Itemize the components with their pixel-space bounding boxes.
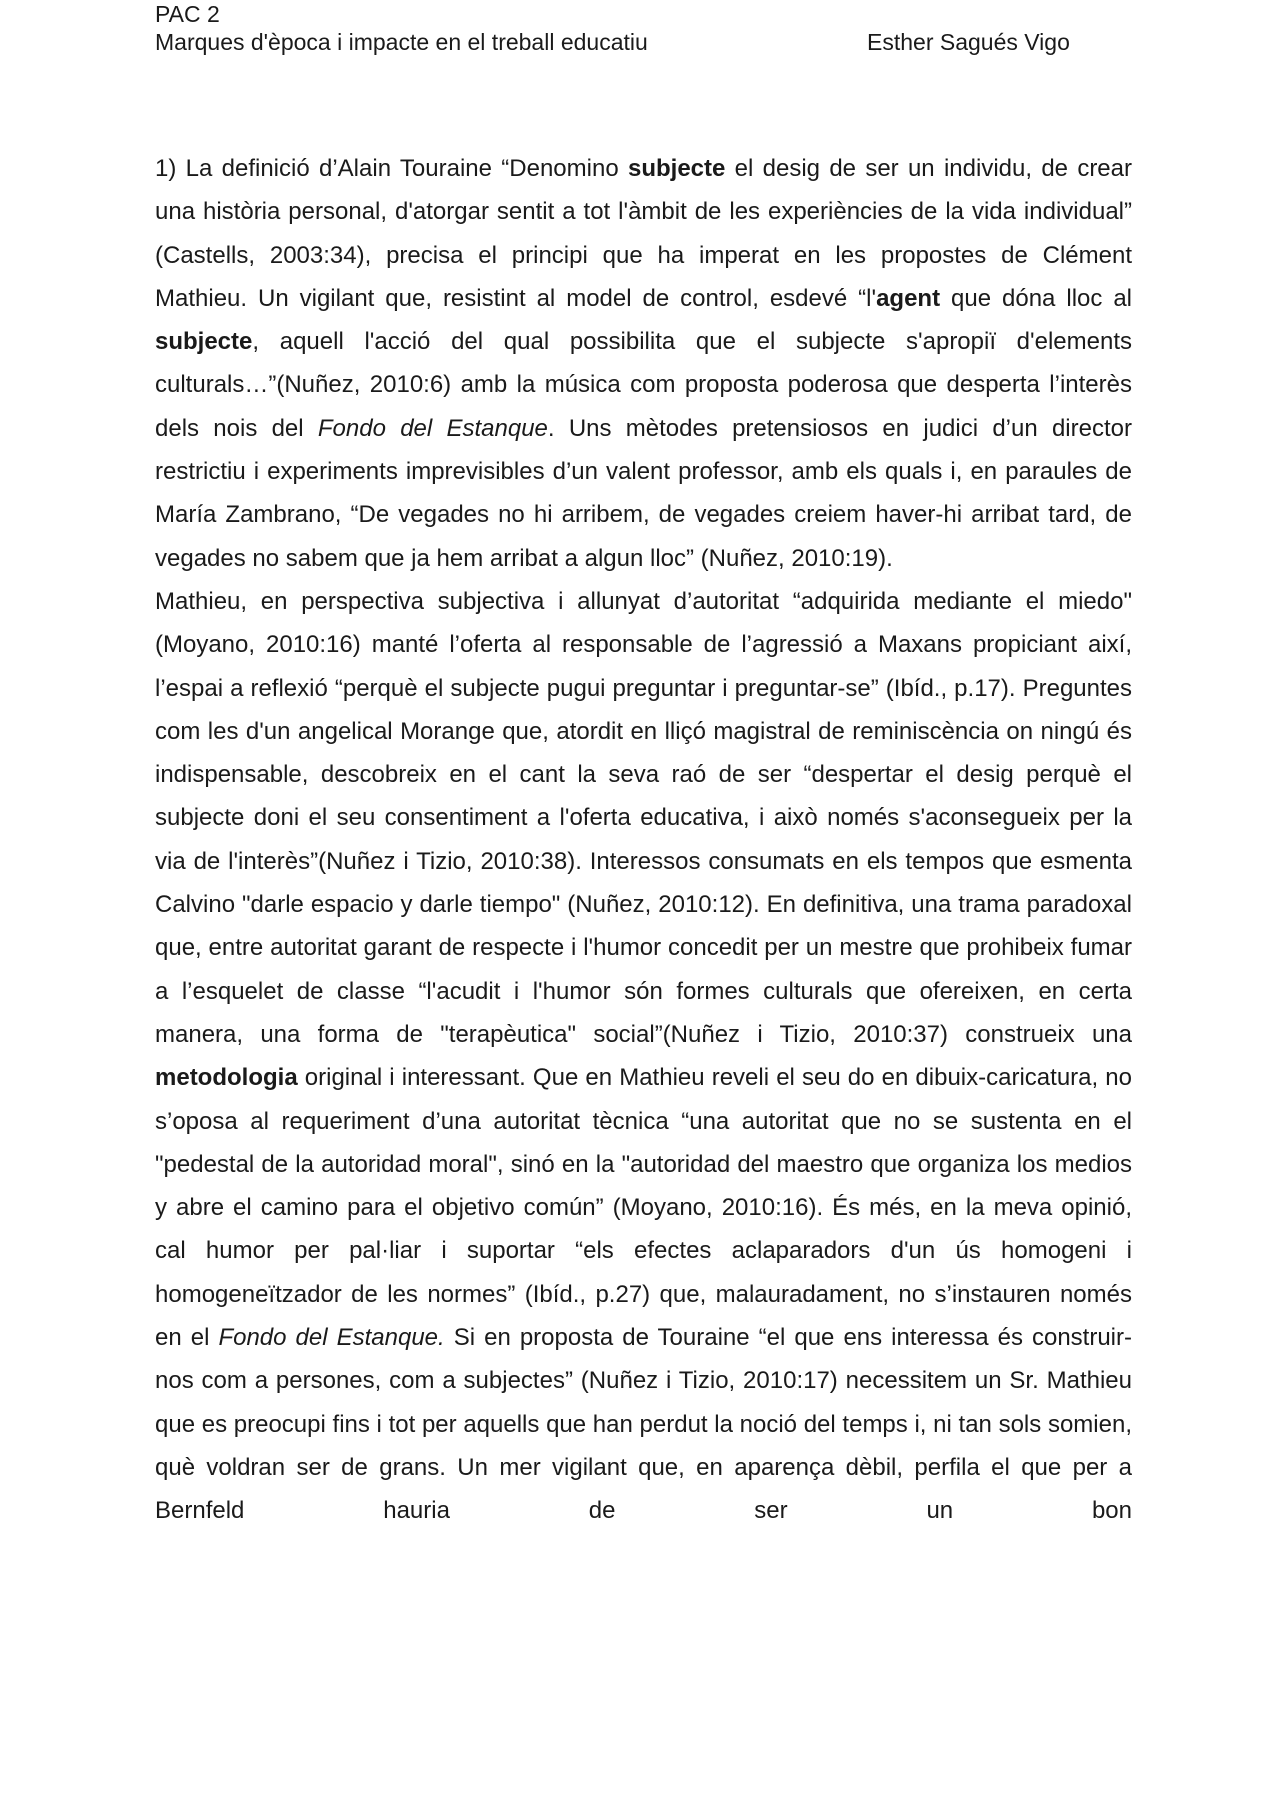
- subject-title: Marques d'època i impacte en el treball educatiu: [155, 29, 648, 55]
- emphasis-agent: agent: [876, 284, 941, 312]
- author-name: Esther Sagués Vigo: [867, 29, 1070, 55]
- emphasis-subjecte: subjecte: [627, 155, 726, 182]
- paragraph-1: 1) La definició d’Alain Touraine “Denomino subjecte el desig de ser un individu, de crear una història personal, d'atorgar sentit a tot l'àmbit de les experiències de la vida individual” (Castells, 2003:34), precisa el principi que ha imperat en les propostes de Clément Mathieu. Un vigilant que, resistint al model de control, esdevé “l'agent que dóna lloc al subjecte, aquell l'acció del qual possibilita que el subjecte s'apropiï d'elements culturals…”(Nuñez, 2010:6) amb la música com proposta poderosa que desperta l’interès dels nois del Fondo del Estanque. Uns mètodes pretensiosos en judici d’un director restrictiu i experiments imprevisibles d’un valent professor, amb els quals i, en paraules de María Zambrano, “De vegades no hi arribem, de vegades creiem haver-hi arribat tard, de vegades no sabem que ja hem arribat a algun lloc” (Nuñez, 2010:19).: [155, 155, 1132, 572]
- emphasis-metodologia: metodologia: [155, 1064, 298, 1092]
- film-title-2: Fondo del Estanque.: [218, 1324, 445, 1352]
- page-header: [155, 0, 1125, 56]
- header-line: [155, 28, 1125, 56]
- course-code: PAC 2: [155, 1, 220, 27]
- paragraph-2: Mathieu, en perspectiva subjectiva i allunyat d’autoritat “adquirida mediante el miedo" (Moyano, 2010:16) manté l’oferta al responsable de l’agressió a Maxans propiciant així, l’espai a reflexió “perquè el subjecte pugui preguntar i preguntar-se” (Ibíd., p.17). Preguntes com les d'un angelical Morange que, atordit en lliçó magistral de reminiscència on ningú és indispensable, descobreix en el cant la seva raó de ser “despertar el desig perquè el subjecte doni el seu consentiment a l'oferta educativa, i això només s'aconsegueix per la via de l'interès”(Nuñez i Tizio, 2010:38). Interessos consumats en els tempos que esmenta Calvino "darle espacio y darle tiempo" (Nuñez, 2010:12). En definitiva, una trama paradoxal que, entre autoritat garant de respecte i l'humor concedit per un mestre que prohibeix fumar a l’esquelet de classe “l'acudit i l'humor són formes culturals que ofereixen, en certa manera, una forma de "terapèutica" social”(Nuñez i Tizio, 2010:37) construeix una metodologia original i interessant. Que en Mathieu reveli el seu do en dibuix-caricatura, no s’oposa al requeriment d’una autoritat tècnica “una autoritat que no se sustenta en el "pedestal de la autoridad moral", sinó en la "autoridad del maestro que organiza los medios y abre el camino para el objetivo común” (Moyano, 2010:16). És més, en la meva opinió, cal humor per pal·liar i suportar “els efectes aclaparadors d'un ús homogeni i homogeneïtzador de les normes” (Ibíd., p.27) que, malauradament, no s’instauren només en el Fondo del Estanque. Si en proposta de Touraine “el que ens interessa és construir-nos com a persones, com a subjectes” (Nuñez i Tizio, 2010:17) necessitem un Sr. Mathieu que es preocupi fins i tot per aquells que han perdut la noció del temps i, ni tan sols somien, què voldran ser de grans. Un mer vigilant que, en aparença dèbil, perfila el que per a Bernfeld hauria de ser un bon: [155, 587, 1132, 1525]
- film-title: Fondo del Estanque: [317, 414, 548, 442]
- document-body: [155, 147, 1132, 1533]
- emphasis-subjecte-2: subjecte: [155, 328, 253, 356]
